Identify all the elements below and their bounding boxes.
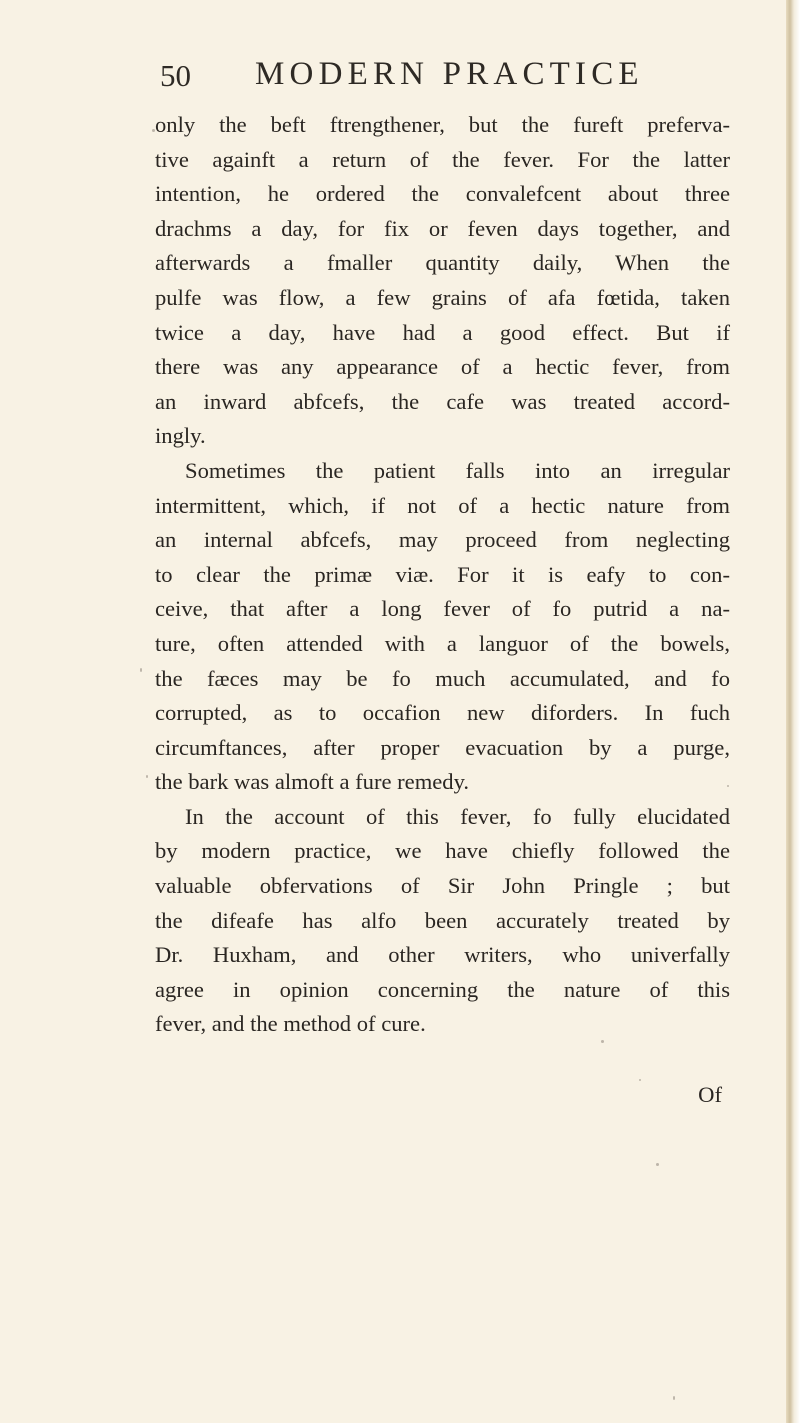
text-line: pulfe was flow, a few grains of afa fœtida, taken bbox=[155, 284, 730, 310]
paper-speck bbox=[152, 129, 155, 132]
running-head: MODERN PRACTICE bbox=[255, 56, 644, 92]
page-number: 50 bbox=[160, 58, 191, 93]
text-line: intermittent, which, if not of a hectic nature from bbox=[155, 492, 730, 518]
page-edge bbox=[786, 0, 800, 1423]
text-line: there was any appearance of a hectic fever, from bbox=[155, 354, 730, 380]
text-line: an internal abfcefs, may proceed from neglecting bbox=[155, 527, 730, 553]
text-line: ceive, that after a long fever of fo putrid a na- bbox=[155, 596, 730, 622]
paper-speck bbox=[727, 785, 729, 787]
text-line: tive againft a return of the fever. For the latter bbox=[155, 146, 730, 172]
page-header bbox=[160, 56, 730, 96]
paper-speck bbox=[673, 1396, 675, 1400]
text-line: intention, he ordered the convalefcent about three bbox=[155, 181, 730, 207]
text-line: ingly. bbox=[155, 423, 206, 449]
paper-speck bbox=[601, 1040, 604, 1043]
text-line: afterwards a fmaller quantity daily, When the bbox=[155, 250, 730, 276]
text-line: drachms a day, for fix or feven days together, and bbox=[155, 215, 730, 241]
paragraph-start-line: Sometimes the patient falls into an irregular bbox=[185, 457, 730, 483]
text-line: corrupted, as to occafion new diforders. In fuch bbox=[155, 700, 730, 726]
paper-speck bbox=[639, 1079, 641, 1081]
text-line: the fæces may be fo much accumulated, and fo bbox=[155, 665, 730, 691]
paragraph-start-line: In the account of this fever, fo fully elucidated bbox=[185, 803, 730, 829]
text-line: an inward abfcefs, the cafe was treated accord- bbox=[155, 388, 730, 414]
paper-speck bbox=[140, 668, 142, 672]
text-line: agree in opinion concerning the nature of this bbox=[155, 976, 730, 1002]
body-text bbox=[155, 108, 730, 1113]
text-line: circumftances, after proper evacuation by a purge, bbox=[155, 734, 730, 760]
text-line: Dr. Huxham, and other writers, who univerfally bbox=[155, 942, 730, 968]
text-line: twice a day, have had a good effect. But if bbox=[155, 319, 730, 345]
text-line: only the beft ftrengthener, but the fureft preferva- bbox=[155, 112, 730, 137]
text-line: the difeafe has alfo been accurately treated by bbox=[155, 907, 730, 933]
catchword: Of bbox=[698, 1082, 722, 1108]
text-line: fever, and the method of cure. bbox=[155, 1011, 426, 1037]
text-line: to clear the primæ viæ. For it is eafy to con- bbox=[155, 561, 730, 587]
paper-speck bbox=[656, 1163, 659, 1166]
paper-speck bbox=[146, 775, 148, 778]
text-line: valuable obfervations of Sir John Pringle ; but bbox=[155, 873, 730, 899]
text-line: by modern practice, we have chiefly followed the bbox=[155, 838, 730, 864]
text-line: the bark was almoft a fure remedy. bbox=[155, 769, 470, 795]
text-line: ture, often attended with a languor of the bowels, bbox=[155, 630, 730, 656]
